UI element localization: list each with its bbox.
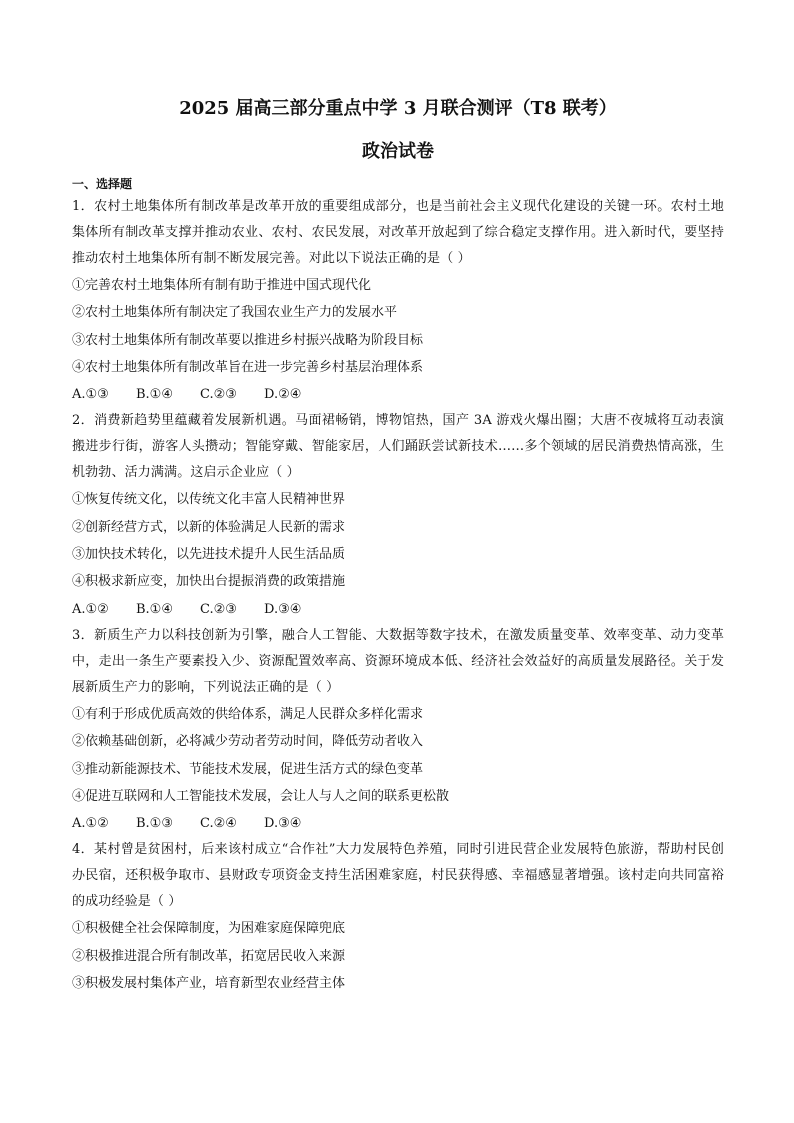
question-option: ③积极发展村集体产业，培育新型农业经营主体 [72, 976, 346, 992]
question-option: ③农村土地集体所有制改革要以推进乡村振兴战略为阶段目标 [72, 332, 424, 348]
question-stem: 3．新质生产力以科技创新为引擎，融合人工智能、大数据等数字技术，在激发质量变革、效率变革、动力变革中，走出一条生产要素投入少、资源配置效率高、资源环境成本低、经济社会效益好的高质量发展路径。关于发展新质生产力的影响，下列说法正确的是（ ） [72, 627, 724, 695]
question-stem: 2．消费新趋势里蕴藏着发展新机遇。马面裙畅销，博物馆热，国产 3A 游戏火爆出圈；大唐不夜城将互动表演搬进步行街，游客人头攒动；智能穿戴、智能家居，人们踊跃尝试新技术……多个领域的居民消费热情高涨，生机勃勃、活力满满。这启示企业应（ ） [72, 413, 724, 481]
answer-choice-b: B.①③ [136, 816, 173, 832]
answer-choice-c: C.②④ [200, 816, 237, 832]
question-option: ①积极健全社会保障制度，为困难家庭保障兜底 [72, 921, 346, 937]
answer-choice-a: A.①② [72, 601, 109, 617]
exam-page [72, 96, 724, 997]
question-stem: 4．某村曾是贫困村，后来该村成立“合作社”大力发展特色养殖，同时引进民营企业发展特色旅游，帮助村民创办民宿，还积极争取市、县财政专项资金支持生活困难家庭，村民获得感、幸福感显著增强。该村走向共同富裕的成功经验是（ ） [72, 842, 724, 910]
answer-choice-b: B.①④ [136, 387, 173, 403]
question-1 [72, 194, 724, 408]
question-option: ①完善农村土地集体所有制有助于推进中国式现代化 [72, 278, 372, 293]
question-option: ②创新经营方式，以新的体验满足人民新的需求 [72, 519, 346, 535]
question-option: ②农村土地集体所有制决定了我国农业生产力的发展水平 [72, 305, 398, 321]
question-3 [72, 623, 724, 837]
question-option: ③加快技术转化，以先进技术提升人民生活品质 [72, 547, 346, 563]
question-stem: 1．农村土地集体所有制改革是改革开放的重要组成部分，也是当前社会主义现代化建设的关键一环。农村土地集体所有制改革支撑并推动农业、农村、农民发展，对改革开放起到了综合稳定支撑作用。进入新时代，要坚持推动农村土地集体所有制不断发展完善。对此以下说法正确的是（ ） [72, 199, 724, 266]
answer-choice-d: D.②④ [264, 387, 302, 403]
question-option: ④农村土地集体所有制改革旨在进一步完善乡村基层治理体系 [72, 359, 424, 375]
answer-choice-d: D.③④ [264, 816, 302, 832]
answer-choices [72, 381, 724, 408]
question-option: ①恢复传统文化，以传统文化丰富人民精神世界 [72, 492, 346, 508]
answer-choice-a: A.①③ [72, 387, 109, 403]
section-heading: 一、选择题 [72, 177, 133, 191]
answer-choice-b: B.①④ [136, 601, 173, 617]
exam-subject: 政治试卷 [362, 141, 434, 162]
question-4 [72, 837, 724, 997]
question-option: ②依赖基础创新，必将减少劳动者劳动时间，降低劳动者收入 [72, 734, 424, 750]
exam-title: 2025 届高三部分重点中学 3 月联合测评（T8 联考） [179, 98, 617, 119]
question-option: ②积极推进混合所有制改革，拓宽居民收入来源 [72, 948, 346, 964]
question-option: ④促进互联网和人工智能技术发展，会让人与人之间的联系更松散 [72, 788, 450, 804]
question-option: ③推动新能源技术、节能技术发展，促进生活方式的绿色变革 [72, 761, 424, 777]
answer-choice-a: A.①② [72, 816, 109, 832]
answer-choice-c: C.②③ [200, 387, 237, 403]
answer-choices [72, 810, 724, 837]
answer-choices [72, 596, 724, 623]
question-option: ④积极求新应变，加快出台提振消费的政策措施 [72, 574, 346, 590]
answer-choice-d: D.③④ [264, 601, 302, 617]
question-option: ①有利于形成优质高效的供给体系，满足人民群众多样化需求 [72, 706, 424, 722]
question-2 [72, 408, 724, 622]
answer-choice-c: C.②③ [200, 601, 237, 617]
